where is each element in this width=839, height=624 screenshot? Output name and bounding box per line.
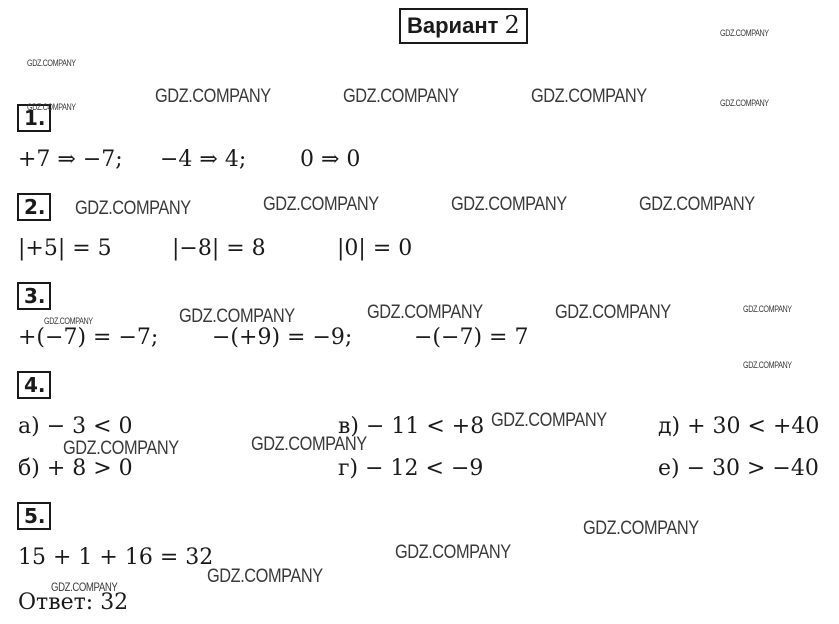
watermark: GDZ.COMPANY [720,28,769,38]
watermark: GDZ.COMPANY [207,566,323,587]
watermark: GDZ.COMPANY [179,306,295,327]
watermark: GDZ.COMPANY [451,194,567,215]
task-2-line-2: |−8| = 8 [172,236,266,261]
watermark: GDZ.COMPANY [44,316,93,326]
watermark: GDZ.COMPANY [555,302,671,323]
variant-title-word: Вариант [407,13,499,38]
watermark: GDZ.COMPANY [27,102,76,112]
watermark: GDZ.COMPANY [491,410,607,431]
watermark: GDZ.COMPANY [155,86,271,107]
watermark: GDZ.COMPANY [743,360,792,370]
task-4-item-v: в) − 11 < +8 [338,414,485,439]
watermark: GDZ.COMPANY [743,304,792,314]
task-2-line-1: |+5| = 5 [18,236,112,261]
task-1-number: 1. [17,104,51,132]
task-4-item-b: б) + 8 > 0 [18,456,133,481]
watermark: GDZ.COMPANY [531,86,647,107]
task-4-item-a: а) − 3 < 0 [18,414,133,439]
task-1-line-1: +7 ⇒ −7; [18,147,123,172]
variant-title [399,8,528,44]
watermark: GDZ.COMPANY [720,98,769,108]
watermark: GDZ.COMPANY [639,194,755,215]
watermark: GDZ.COMPANY [367,302,483,323]
task-4-item-g: г) − 12 < −9 [338,456,484,481]
watermark: GDZ.COMPANY [343,86,459,107]
task-5-answer: Ответ: 32 [18,590,129,615]
task-4-item-d: д) + 30 < +40 [658,414,820,439]
task-3-line-1: +(−7) = −7; [18,325,159,350]
task-4-number: 4. [17,371,51,399]
watermark: GDZ.COMPANY [51,580,118,594]
watermark: GDZ.COMPANY [27,58,76,68]
task-3-line-2: −(+9) = −9; [212,325,353,350]
watermark: GDZ.COMPANY [251,434,367,455]
task-1-line-3: 0 ⇒ 0 [300,147,361,172]
task-3-line-3: −(−7) = 7 [414,325,529,350]
task-3-number: 3. [17,282,51,310]
variant-title-number: 2 [504,11,520,39]
watermark: GDZ.COMPANY [583,518,699,539]
task-5-number: 5. [17,502,51,530]
watermark: GDZ.COMPANY [263,194,379,215]
task-4-item-e: е) − 30 > −40 [658,456,819,481]
task-1-line-2: −4 ⇒ 4; [160,147,247,172]
task-2-line-3: |0| = 0 [337,236,413,261]
watermark: GDZ.COMPANY [75,198,191,219]
watermark: GDZ.COMPANY [395,542,511,563]
watermark: GDZ.COMPANY [63,438,179,459]
task-2-number: 2. [17,193,51,221]
task-5-equation: 15 + 1 + 16 = 32 [18,545,214,570]
